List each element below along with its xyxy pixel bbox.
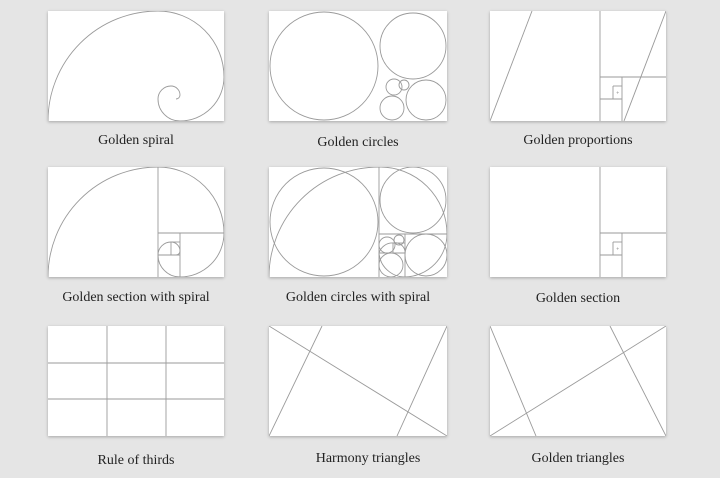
golden-section-with-spiral-tile (48, 167, 224, 277)
svg-text:+: + (616, 246, 620, 251)
caption-golden-section: Golden section (535, 291, 621, 306)
caption-rule-of-thirds: Rule of thirds (97, 453, 175, 468)
caption-golden-section-with-spiral: Golden section with spiral (62, 290, 210, 305)
golden-spiral-tile (48, 11, 224, 121)
rule-of-thirds-diagram (48, 326, 224, 436)
harmony-triangles-tile (269, 326, 447, 436)
golden-circles-with-spiral-diagram (269, 167, 447, 277)
caption-golden-proportions: Golden proportions (523, 133, 633, 148)
caption-golden-circles: Golden circles (317, 135, 399, 150)
svg-text:+: + (616, 90, 620, 95)
caption-harmony-triangles: Harmony triangles (315, 451, 421, 466)
golden-spiral-diagram (48, 11, 224, 121)
golden-proportions-diagram (490, 11, 666, 121)
golden-triangles-diagram (490, 326, 666, 436)
caption-golden-triangles: Golden triangles (531, 451, 625, 466)
rule-of-thirds-tile (48, 326, 224, 436)
golden-circles-with-spiral-tile (269, 167, 447, 277)
golden-triangles-tile (490, 326, 666, 436)
harmony-triangles-diagram (269, 326, 447, 436)
golden-section-tile (490, 167, 666, 277)
caption-golden-circles-with-spiral: Golden circles with spiral (285, 290, 431, 305)
golden-circles-diagram (269, 11, 447, 121)
golden-section-with-spiral-diagram (48, 167, 224, 277)
golden-circles-tile (269, 11, 447, 121)
golden-proportions-tile (490, 11, 666, 121)
caption-golden-spiral: Golden spiral (98, 133, 174, 148)
golden-section-diagram (490, 167, 666, 277)
